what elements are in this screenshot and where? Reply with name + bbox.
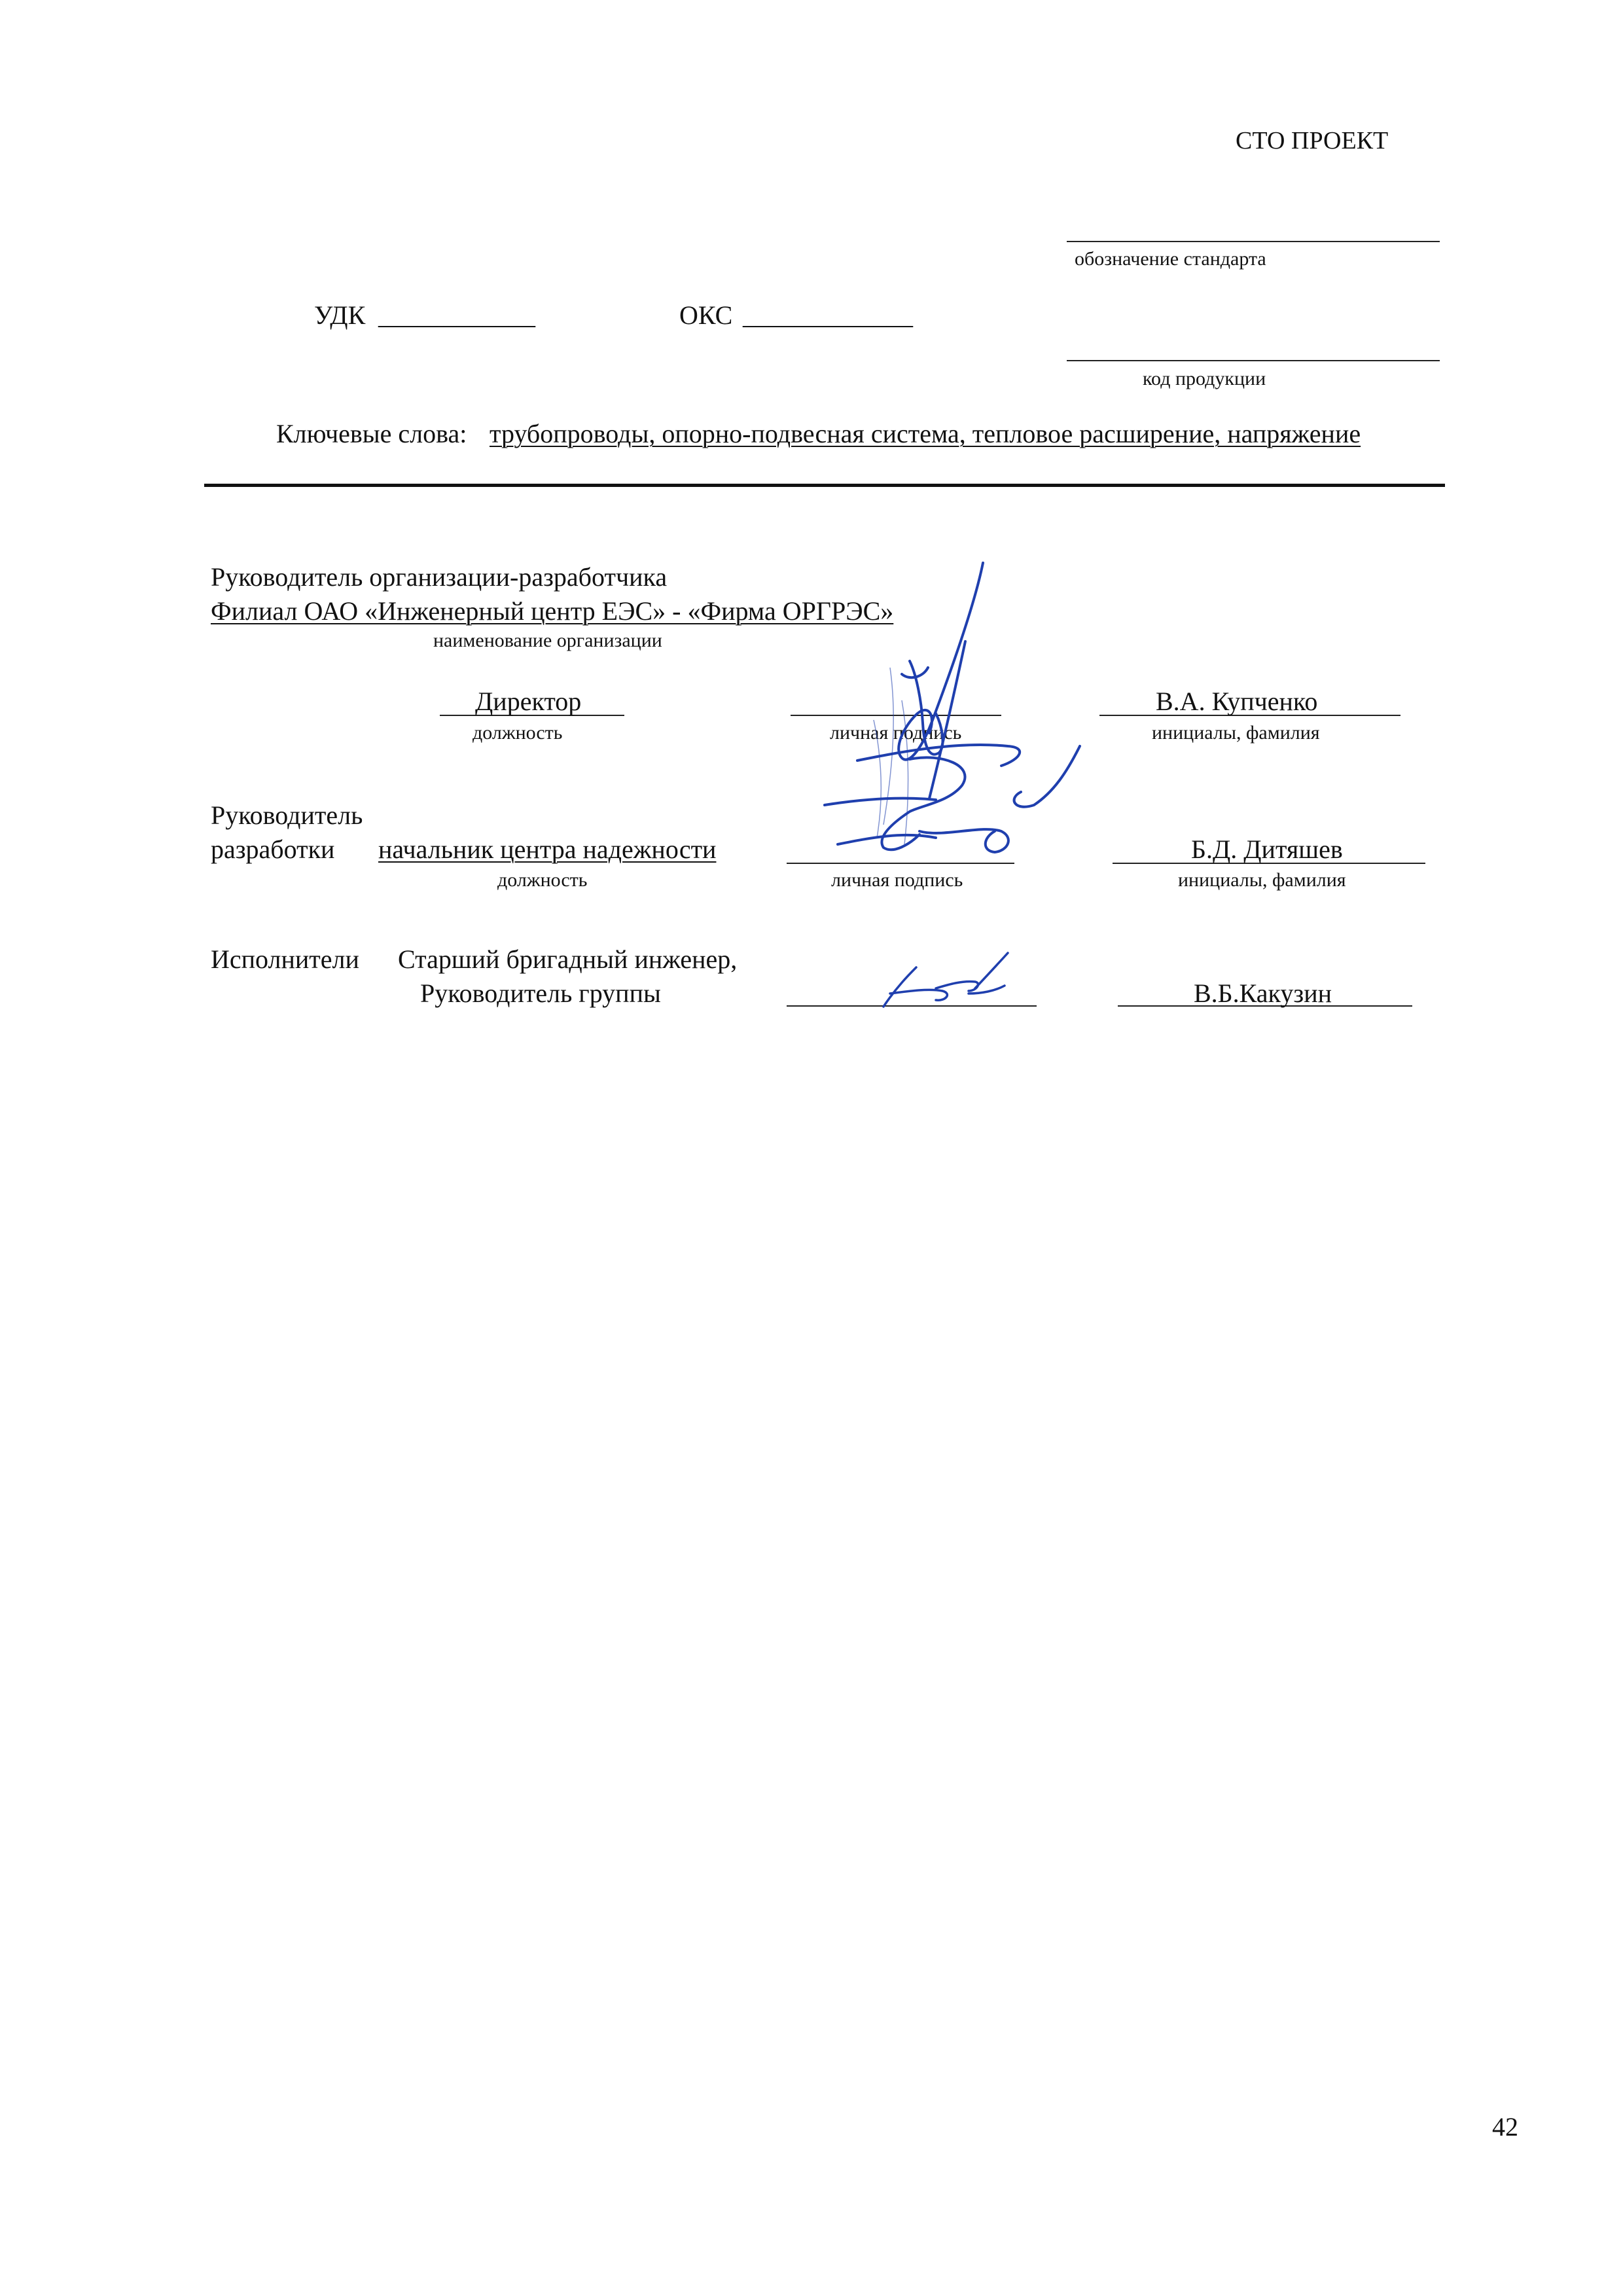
oks-blank: _____________: [743, 300, 913, 330]
executors-position-2: Руководитель группы: [420, 978, 661, 1008]
director-position-caption: должность: [473, 722, 563, 744]
udk-blank: ____________: [378, 300, 535, 330]
development-lead-signature-caption: личная подпись: [831, 869, 963, 891]
development-lead-position-caption: должность: [497, 869, 588, 891]
development-lead-name-caption: инициалы, фамилия: [1178, 869, 1346, 891]
director-signature-caption: личная подпись: [830, 722, 962, 744]
executor-name: В.Б.Какузин: [1194, 978, 1332, 1008]
standard-designation-line: [1067, 241, 1440, 242]
development-lead-position: начальник центра надежности: [378, 834, 717, 864]
signature-executor-icon: [870, 948, 1027, 1020]
developer-org-heading: Руководитель организации-разработчика: [211, 562, 668, 592]
oks-label: ОКС: [679, 300, 733, 330]
developer-org-caption: наименование организации: [433, 630, 662, 651]
director-name-caption: инициалы, фамилия: [1152, 722, 1320, 744]
product-code-caption: код продукции: [1143, 368, 1266, 389]
page-number: 42: [1492, 2112, 1518, 2142]
development-lead-heading-1: Руководитель: [211, 800, 363, 830]
standard-designation-caption: обозначение стандарта: [1075, 248, 1266, 270]
developer-org-name: Филиал ОАО «Инженерный центр ЕЭС» - «Фирма ОРГРЭС»: [211, 596, 894, 626]
signature-development-lead-icon: [812, 740, 1086, 870]
keywords-value: трубопроводы, опорно-подвесная система, тепловое расширение, напряжение: [490, 419, 1361, 448]
udk-label: УДК: [314, 300, 366, 330]
executors-position-1: Старший бригадный инженер,: [398, 944, 738, 974]
keywords-label: Ключевые слова:: [276, 419, 467, 448]
sto-project-label: СТО ПРОЕКТ: [1236, 127, 1389, 154]
director-position: Директор: [475, 687, 582, 716]
director-name: В.А. Купченко: [1156, 687, 1318, 716]
executors-label: Исполнители: [211, 944, 359, 974]
product-code-line: [1067, 360, 1440, 361]
header-rule: [204, 484, 1445, 487]
development-lead-name: Б.Д. Дитяшев: [1191, 834, 1343, 864]
development-lead-heading-2: разработки: [211, 834, 335, 864]
